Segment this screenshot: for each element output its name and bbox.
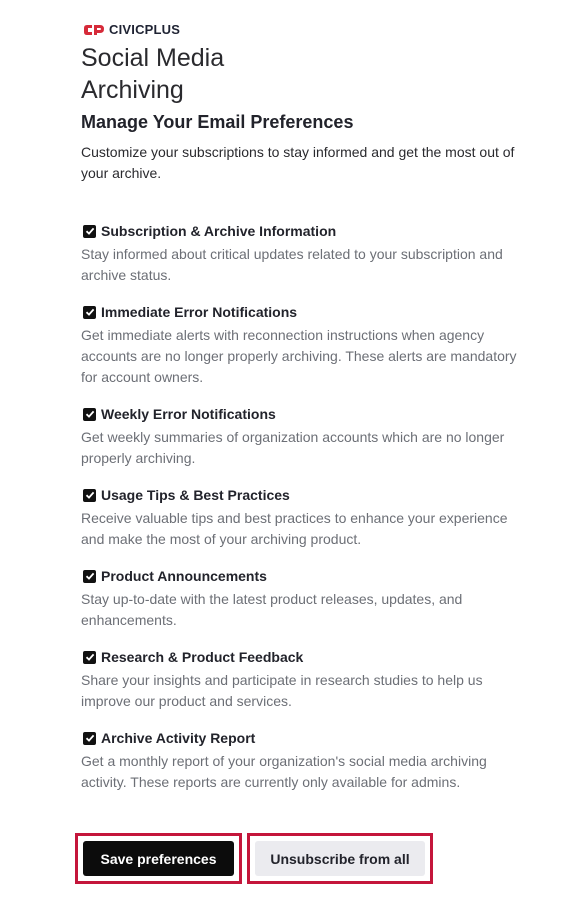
preference-label: Research & Product Feedback bbox=[101, 649, 304, 665]
checkbox-subscription-archive[interactable] bbox=[83, 225, 96, 238]
preference-label: Subscription & Archive Information bbox=[101, 223, 337, 239]
brand-name: CIVICPLUS bbox=[109, 22, 181, 37]
preference-label: Weekly Error Notifications bbox=[101, 406, 276, 422]
checkmark-icon bbox=[85, 307, 95, 317]
preference-research-feedback bbox=[81, 646, 531, 712]
unsubscribe-all-button[interactable]: Unsubscribe from all bbox=[255, 841, 425, 876]
preference-label: Product Announcements bbox=[101, 568, 267, 584]
checkmark-icon bbox=[85, 652, 95, 662]
checkmark-icon bbox=[85, 733, 95, 743]
page-intro: Customize your subscriptions to stay informed and get the most out of your archive. bbox=[81, 144, 515, 181]
civicplus-logo-icon bbox=[83, 23, 105, 37]
preferences-list bbox=[81, 220, 531, 793]
page-title: Manage Your Email Preferences bbox=[81, 112, 354, 132]
preference-usage-tips bbox=[81, 484, 531, 550]
preference-description: Get weekly summaries of organization accounts which are no longer properly archiving. bbox=[81, 429, 505, 466]
preference-subscription-archive bbox=[81, 220, 531, 286]
preference-description: Stay informed about critical updates related to your subscription and archive status. bbox=[81, 246, 503, 283]
preference-description: Stay up-to-date with the latest product releases, updates, and enhancements. bbox=[81, 591, 463, 628]
preference-description: Get a monthly report of your organization's social media archiving activity. These reports are currently only available for admins. bbox=[81, 753, 487, 790]
preference-product-announcements bbox=[81, 565, 531, 631]
civicplus-logo bbox=[83, 22, 180, 37]
checkmark-icon bbox=[85, 409, 95, 419]
preference-description: Get immediate alerts with reconnection instructions when agency accounts are no longer properly archiving. These alerts are mandatory for account owners. bbox=[81, 327, 517, 385]
preference-label: Usage Tips & Best Practices bbox=[101, 487, 290, 503]
save-preferences-button[interactable]: Save preferences bbox=[83, 841, 234, 876]
save-button-highlight bbox=[75, 833, 242, 884]
preference-description: Receive valuable tips and best practices to enhance your experience and make the most of your archiving product. bbox=[81, 510, 508, 547]
checkbox-usage-tips[interactable] bbox=[83, 489, 96, 502]
product-title-line-2: Archiving bbox=[81, 76, 184, 104]
checkmark-icon bbox=[85, 226, 95, 236]
unsubscribe-button-highlight bbox=[247, 833, 433, 884]
checkbox-weekly-errors[interactable] bbox=[83, 408, 96, 421]
preference-immediate-errors bbox=[81, 301, 531, 388]
preference-label: Archive Activity Report bbox=[101, 730, 256, 746]
product-title-line-1: Social Media bbox=[81, 44, 225, 72]
checkmark-icon bbox=[85, 490, 95, 500]
action-buttons bbox=[75, 833, 433, 884]
checkbox-activity-report[interactable] bbox=[83, 732, 96, 745]
checkmark-icon bbox=[85, 571, 95, 581]
preference-weekly-errors bbox=[81, 403, 531, 469]
preference-label: Immediate Error Notifications bbox=[101, 304, 298, 320]
preference-description: Share your insights and participate in research studies to help us improve our product and services. bbox=[81, 672, 483, 709]
checkbox-research-feedback[interactable] bbox=[83, 651, 96, 664]
checkbox-immediate-errors[interactable] bbox=[83, 306, 96, 319]
product-title bbox=[81, 42, 381, 106]
preference-activity-report bbox=[81, 727, 531, 793]
checkbox-product-announcements[interactable] bbox=[83, 570, 96, 583]
